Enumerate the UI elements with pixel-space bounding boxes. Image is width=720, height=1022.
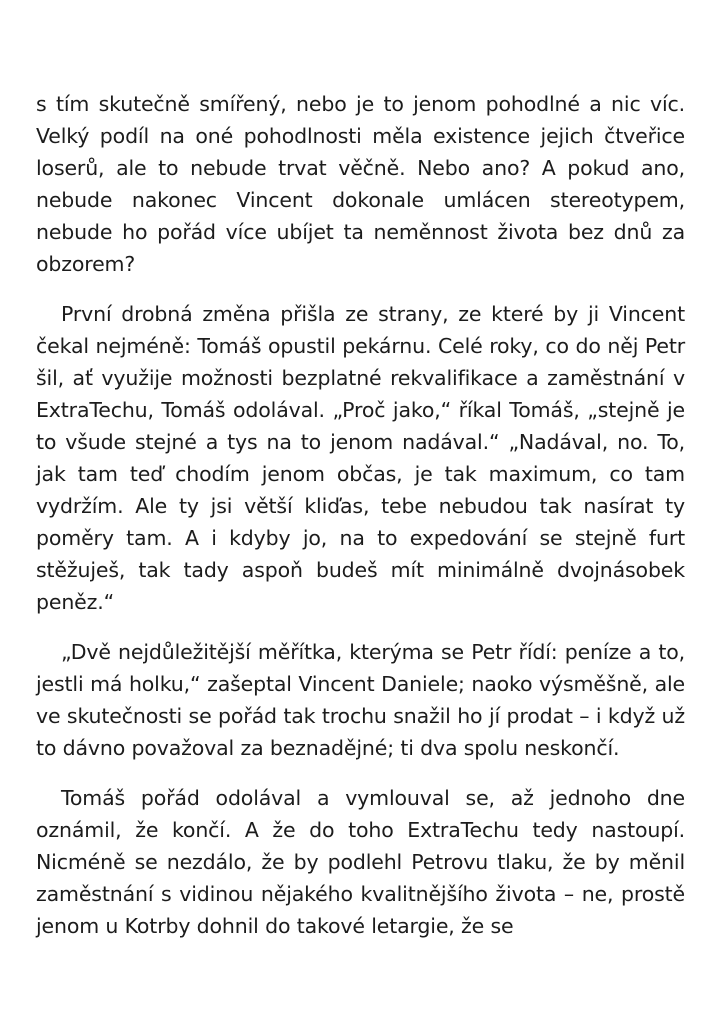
paragraph-1: s tím skutečně smířený, nebo je to jenom pohodlné a nic víc. Velký podíl na oné pohodlnosti měla existence jejich čtveřice loserů, ale to nebude trvat věčně. Nebo ano? A pokud ano, nebude nakonec Vincent dokonale umlácen stereotypem, nebude ho pořád více ubíjet ta neměnnost života bez dnů za obzorem? bbox=[36, 92, 685, 276]
paragraph-2: První drobná změna přišla ze strany, ze které by ji Vincent čekal nejméně: Tomáš opustil pekárnu. Celé roky, co do něj Petr šil, ať využije možnosti bezplatné rekvalifikace a zaměstnání v ExtraTechu, Tomáš odolával. „Proč jako,“ říkal Tomáš, „stejně je to všude stejné a tys na to jenom nadával.“ „Nadával, no. To, jak tam teď chodím jenom občas, je tak maximum, co tam vydržím. Ale ty jsi větší kliďas, tebe nebudou tak nasírat ty poměry tam. A i kdyby jo, na to expedování se stejně furt stěžuješ, tak tady aspoň budeš mít minimálně dvojnásobek peněz.“ bbox=[36, 302, 685, 614]
paragraph-3: „Dvě nejdůležitější měřítka, kterýma se Petr řídí: peníze a to, jestli má holku,“ zašeptal Vincent Daniele; naoko výsměšně, ale ve skutečnosti se pořád tak trochu snažil ho jí prodat – i když už to dávno považoval za beznadějné; ti dva spolu neskončí. bbox=[36, 640, 685, 760]
page-text bbox=[36, 88, 685, 960]
paragraph-4: Tomáš pořád odolával a vymlouval se, až jednoho dne oznámil, že končí. A že do toho ExtraTechu tedy nastoupí. Nicméně se nezdálo, že by podlehl Petrovu tlaku, že by měnil zaměstnání s vidinou nějakého kvalitnějšího života – ne, prostě jenom u Kotrby dohnil do takové letargie, že se bbox=[36, 786, 685, 938]
